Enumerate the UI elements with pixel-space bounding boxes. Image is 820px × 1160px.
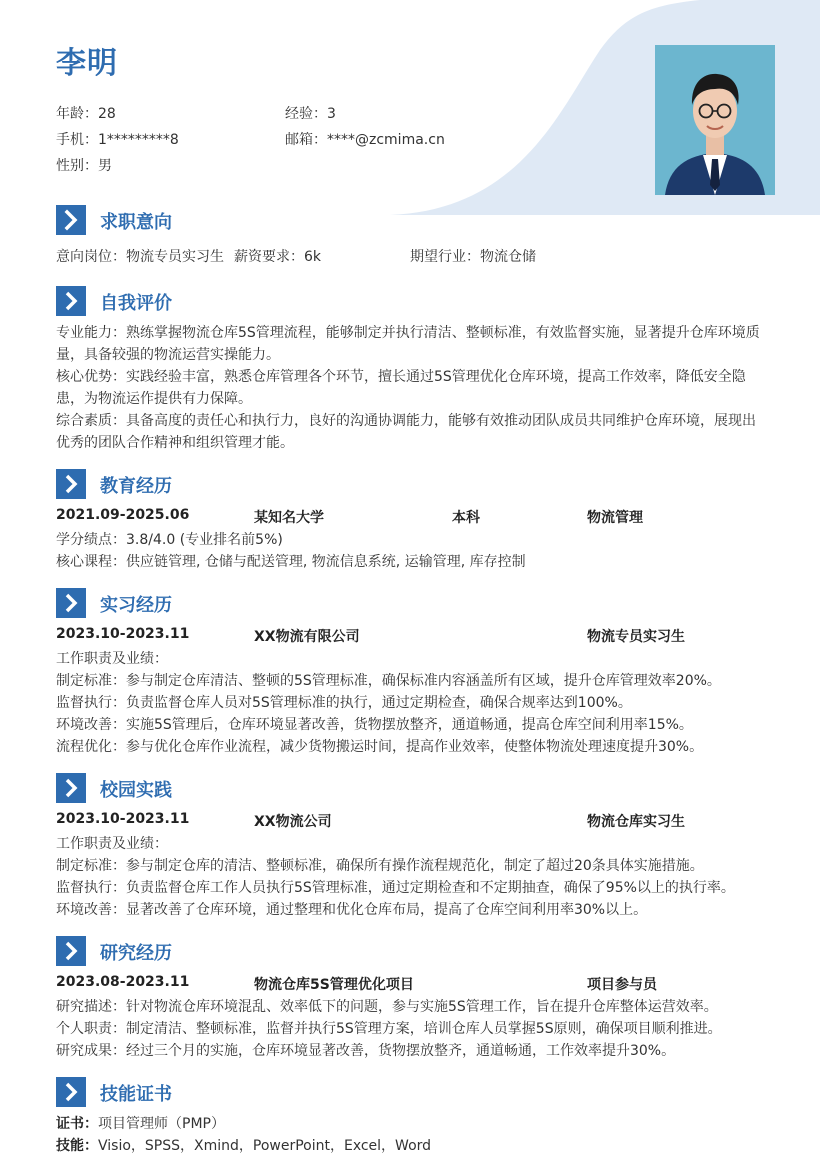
section-title: 技能证书 xyxy=(100,1084,172,1105)
chevron-right-icon xyxy=(56,286,86,316)
age-info xyxy=(56,103,116,123)
campus-date: 2023.10-2023.11 xyxy=(56,811,190,827)
research-project: 物流仓库5S管理优化项目 xyxy=(254,977,414,993)
section-header-skills xyxy=(56,1077,776,1107)
candidate-name: 李明 xyxy=(56,46,118,81)
industry-label: 期望行业： xyxy=(410,249,480,265)
experience-info xyxy=(285,103,336,123)
research-date: 2023.08-2023.11 xyxy=(56,974,190,990)
self-eval-paragraph: 核心优势：实践经验丰富，熟悉仓库管理各个环节，擅长通过5S管理优化仓库环境，提高工作效率，降低安全隐患，为物流运作提供有力保障。 xyxy=(56,369,746,407)
skill-value: Visio，SPSS，Xmind，PowerPoint，Excel，Word xyxy=(98,1138,432,1154)
email-info xyxy=(285,129,445,149)
email-value: ****@zcmima.cn xyxy=(327,132,445,148)
internship-company: XX物流有限公司 xyxy=(254,629,360,645)
section-header-internship xyxy=(56,588,776,618)
section-title: 校园实践 xyxy=(100,780,172,801)
intent-position xyxy=(56,247,224,267)
profile-photo xyxy=(655,45,775,195)
skill-label: 技能： xyxy=(56,1138,98,1154)
chevron-right-icon xyxy=(56,588,86,618)
education-degree: 本科 xyxy=(452,510,480,526)
campus-role: 物流仓库实习生 xyxy=(587,814,685,830)
internship-role: 物流专员实习生 xyxy=(587,629,685,645)
campus-line: 制定标准：参与制定仓库的清洁、整顿标准，确保所有操作流程规范化，制定了超过20条具体实施措施。 xyxy=(56,858,704,874)
internship-date: 2023.10-2023.11 xyxy=(56,626,190,642)
section-title: 研究经历 xyxy=(100,943,172,964)
internship-line: 制定标准：参与制定仓库清洁、整顿的5S管理标准，确保标准内容涵盖所有区域，提升仓库管理效率20%。 xyxy=(56,673,721,689)
phone-value: 1*********8 xyxy=(98,132,179,148)
section-header-intent xyxy=(56,205,776,235)
self-eval-paragraph: 专业能力：熟练掌握物流仓库5S管理流程，能够制定并执行清洁、整顿标准，有效监督实施，显著提升仓库环境质量，具备较强的物流运营实操能力。 xyxy=(56,325,760,363)
salary-value: 6k xyxy=(304,249,322,265)
internship-line: 流程优化：参与优化仓库作业流程，减少货物搬运时间，提高作业效率，使整体物流处理速度提升30%。 xyxy=(56,739,704,755)
section-title: 自我评价 xyxy=(100,293,172,314)
campus-line: 环境改善：显著改善了仓库环境，通过整理和优化仓库布局，提高了仓库空间利用率30%以上。 xyxy=(56,902,648,918)
section-header-self-eval xyxy=(56,286,776,316)
research-line: 研究成果：经过三个月的实施，仓库环境显著改善，货物摆放整齐，通道畅通，工作效率提升30%。 xyxy=(56,1043,676,1059)
cert-value: 项目管理师（PMP） xyxy=(98,1116,225,1132)
campus-line: 工作职责及业绩： xyxy=(56,836,168,852)
age-label: 年龄： xyxy=(56,106,98,122)
section-header-campus xyxy=(56,773,776,803)
position-value: 物流专员实习生 xyxy=(126,249,224,265)
section-title: 求职意向 xyxy=(100,212,172,233)
chevron-right-icon xyxy=(56,469,86,499)
education-line: 核心课程：供应链管理, 仓储与配送管理, 物流信息系统, 运输管理, 库存控制 xyxy=(56,554,526,570)
internship-line: 监督执行：负责监督仓库人员对5S管理标准的执行，通过定期检查，确保合规率达到100%。 xyxy=(56,695,632,711)
intent-industry xyxy=(410,247,536,267)
section-title: 实习经历 xyxy=(100,595,172,616)
chevron-right-icon xyxy=(56,205,86,235)
gender-value: 男 xyxy=(98,158,112,174)
campus-line: 监督执行：负责监督仓库工作人员执行5S管理标准，通过定期检查和不定期抽查，确保了95%以上的执行率。 xyxy=(56,880,735,896)
salary-label: 薪资要求： xyxy=(234,249,304,265)
chevron-right-icon xyxy=(56,936,86,966)
research-role: 项目参与员 xyxy=(587,977,657,993)
intent-salary xyxy=(234,247,321,267)
internship-line: 工作职责及业绩： xyxy=(56,651,168,667)
experience-label: 经验： xyxy=(285,106,327,122)
cert-label: 证书： xyxy=(56,1116,98,1132)
experience-value: 3 xyxy=(327,106,336,122)
section-header-research xyxy=(56,936,776,966)
education-date: 2021.09-2025.06 xyxy=(56,507,190,523)
research-line: 研究描述：针对物流仓库环境混乱、效率低下的问题，参与实施5S管理工作，旨在提升仓库整体运营效率。 xyxy=(56,999,718,1015)
gender-info xyxy=(56,155,112,175)
email-label: 邮箱： xyxy=(285,132,327,148)
education-line: 学分绩点：3.8/4.0 (专业排名前5%) xyxy=(56,532,283,548)
age-value: 28 xyxy=(98,106,116,122)
self-eval-paragraph: 综合素质：具备高度的责任心和执行力，良好的沟通协调能力，能够有效推动团队成员共同维护仓库环境，展现出优秀的团队合作精神和组织管理才能。 xyxy=(56,413,756,451)
education-school: 某知名大学 xyxy=(254,510,324,526)
section-header-education xyxy=(56,469,776,499)
gender-label: 性别： xyxy=(56,158,98,174)
phone-info xyxy=(56,129,179,149)
research-line: 个人职责：制定清洁、整顿标准，监督并执行5S管理方案，培训仓库人员掌握5S原则，确保项目顺利推进。 xyxy=(56,1021,722,1037)
internship-line: 环境改善：实施5S管理后，仓库环境显著改善，货物摆放整齐，通道畅通，提高仓库空间利用率15%。 xyxy=(56,717,693,733)
skills-tools xyxy=(56,1136,431,1156)
chevron-right-icon xyxy=(56,773,86,803)
chevron-right-icon xyxy=(56,1077,86,1107)
phone-label: 手机： xyxy=(56,132,98,148)
section-title: 教育经历 xyxy=(100,476,172,497)
education-major: 物流管理 xyxy=(587,510,643,526)
industry-value: 物流仓储 xyxy=(480,249,536,265)
skills-cert xyxy=(56,1114,225,1134)
position-label: 意向岗位： xyxy=(56,249,126,265)
campus-company: XX物流公司 xyxy=(254,814,332,830)
